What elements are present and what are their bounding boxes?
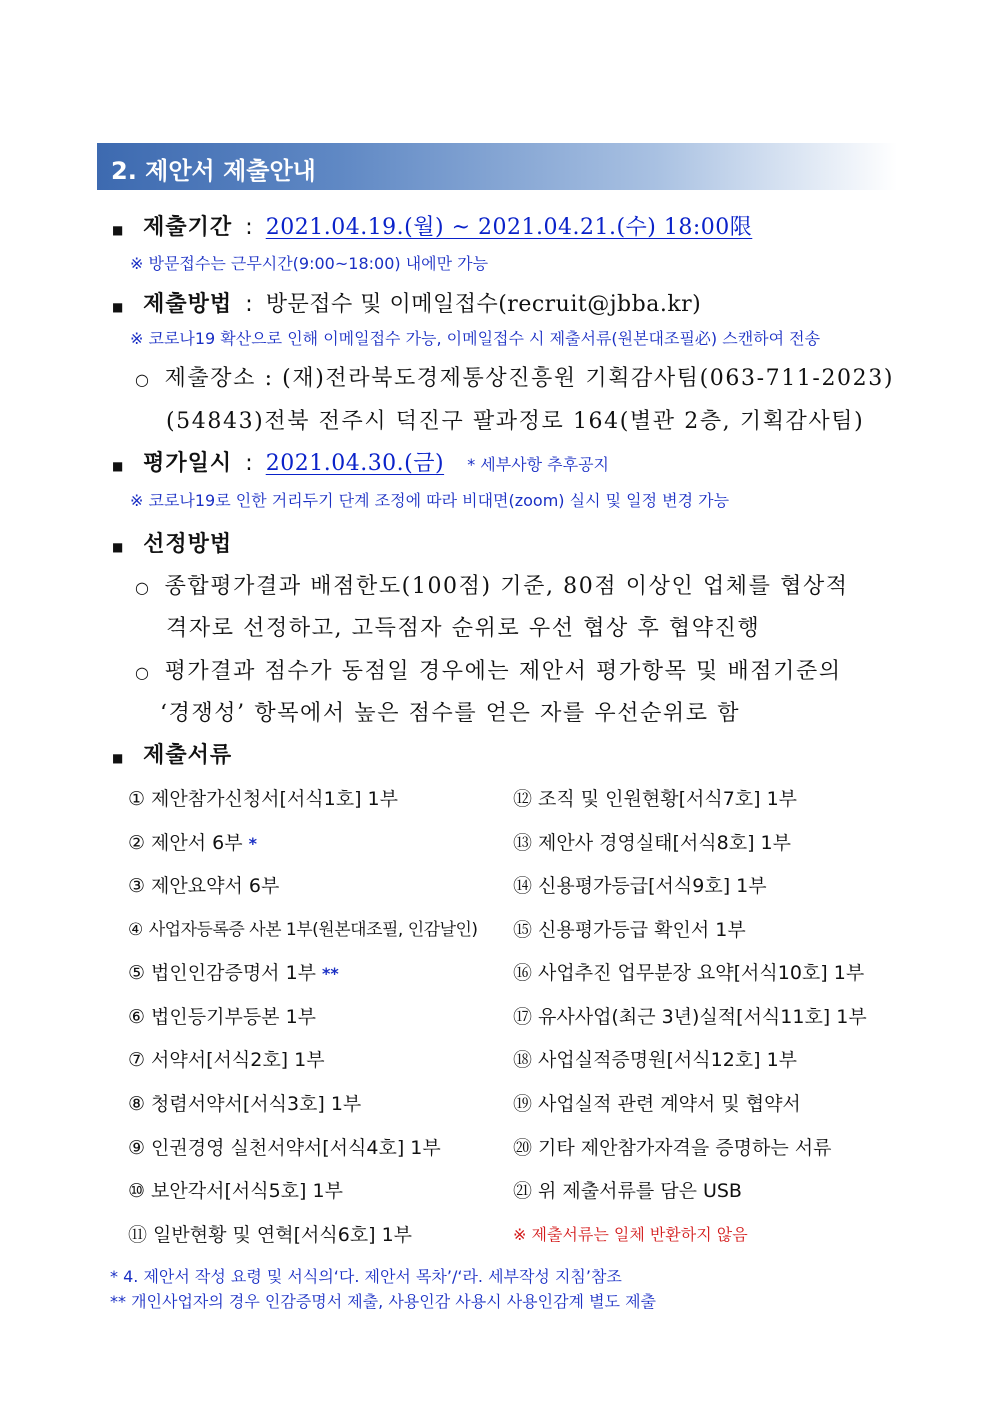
method-value: 방문접수 및 이메일접수(recruit@jbba.kr) (265, 292, 702, 317)
doc-item: ⑰ 유사사업(최근 3년)실적[서식11호] 1부 (513, 1006, 867, 1028)
bullet-icon: ■ (112, 299, 124, 314)
period-row (112, 210, 752, 241)
doc-item: ⑨ 인권경영 실천서약서[서식4호] 1부 (128, 1137, 441, 1159)
selection-item-1-line-2: 격자로 선정하고, 고득점자 순위로 우선 협상 후 협약진행 (166, 616, 761, 641)
selection-row (112, 527, 232, 558)
doc-item: ⑤ 법인인감증명서 1부 ** (128, 962, 339, 984)
footnote-1: * 4. 제안서 작성 요령 및 서식의‘다. 제안서 목차’/‘라. 세부작성 지침’참조 (110, 1267, 622, 1286)
doc-item: ⑪ 일반현황 및 연혁[서식6호] 1부 (128, 1224, 413, 1246)
period-label: 제출기간 (143, 214, 233, 240)
evaluation-value: 2021.04.30.(금) (265, 451, 445, 476)
evaluation-side-note: * 세부사항 추후공지 (467, 455, 610, 474)
bullet-icon: ■ (112, 222, 124, 237)
doc-item: ⑦ 서약서[서식2호] 1부 (128, 1049, 325, 1071)
place-line-2: (54843)전북 전주시 덕진구 팔과정로 164(별관 2층, 기획감사팀) (166, 409, 865, 434)
doc-item: ⑥ 법인등기부등본 1부 (128, 1006, 317, 1028)
selection-item-2 (135, 654, 842, 685)
section-title: 2. 제안서 제출안내 (111, 157, 316, 185)
evaluation-colon: : (245, 451, 253, 476)
method-note: ※ 코로나19 확산으로 인해 이메일접수 가능, 이메일접수 시 제출서류(원본대조필必) 스캔하여 전송 (130, 329, 821, 348)
place-line-1 (135, 361, 894, 392)
period-value: 2021.04.19.(월) ~ 2021.04.21.(수) 18:00限 (265, 215, 753, 240)
method-label: 제출방법 (143, 291, 233, 317)
evaluation-label: 평가일시 (143, 450, 233, 476)
doc-item: ⑯ 사업추진 업무분장 요약[서식10호] 1부 (513, 962, 865, 984)
doc-item: ⑱ 사업실적증명원[서식12호] 1부 (513, 1049, 798, 1071)
bullet-icon: ■ (112, 458, 124, 473)
period-colon: : (245, 215, 253, 240)
doc-item: ⑩ 보안각서[서식5호] 1부 (128, 1180, 343, 1202)
doc-item: ③ 제안요약서 6부 (128, 875, 280, 897)
doc-item: ① 제안참가신청서[서식1호] 1부 (128, 788, 398, 810)
circle-bullet-icon: ○ (135, 663, 151, 682)
doc-item: ㉑ 위 제출서류를 담은 USB (513, 1180, 742, 1202)
selection-item-1-line-1: 종합평가결과 배점한도(100점) 기준, 80점 이상인 업체를 협상적 (164, 574, 849, 599)
method-row (112, 287, 701, 318)
footnote-2: ** 개인사업자의 경우 인감증명서 제출, 사용인감 사용시 사용인감계 별도 제출 (110, 1292, 656, 1311)
period-note: ※ 방문접수는 근무시간(9:00~18:00) 내에만 가능 (130, 254, 489, 273)
section-banner (97, 143, 897, 190)
doc-item: ⑬ 제안사 경영실태[서식8호] 1부 (513, 832, 791, 854)
circle-bullet-icon: ○ (135, 370, 151, 389)
doc-item: ⑳ 기타 제안참가자격을 증명하는 서류 (513, 1137, 832, 1159)
doc-item: ② 제안서 6부 * (128, 832, 257, 854)
evaluation-row (112, 446, 609, 477)
method-colon: : (245, 292, 253, 317)
documents-label: 제출서류 (143, 742, 233, 768)
circle-bullet-icon: ○ (135, 578, 151, 597)
selection-item-2-line-1: 평가결과 점수가 동점일 경우에는 제안서 평가항목 및 배점기준의 (164, 659, 842, 684)
doc-item: ⑫ 조직 및 인원현황[서식7호] 1부 (513, 788, 798, 810)
place-text-1: 제출장소 : (재)전라북도경제통상진흥원 기획감사팀(063-711-2023) (164, 366, 895, 391)
selection-item-2-line-2: ‘경쟁성’ 항목에서 높은 점수를 얻은 자를 우선순위로 함 (160, 701, 741, 726)
doc-item: ⑭ 신용평가등급[서식9호] 1부 (513, 875, 767, 897)
documents-row (112, 738, 232, 769)
doc-item: ⑲ 사업실적 관련 계약서 및 협약서 (513, 1093, 801, 1115)
selection-item-1 (135, 569, 849, 600)
selection-label: 선정방법 (143, 531, 233, 557)
evaluation-note: ※ 코로나19로 인한 거리두기 단계 조정에 따라 비대면(zoom) 실시 및 일정 변경 가능 (130, 491, 730, 510)
return-note: ※ 제출서류는 일체 반환하지 않음 (513, 1225, 748, 1244)
doc-item: ⑮ 신용평가등급 확인서 1부 (513, 919, 746, 941)
bullet-icon: ■ (112, 539, 124, 554)
doc-item: ⑧ 청렴서약서[서식3호] 1부 (128, 1093, 362, 1115)
doc-item: ④ 사업자등록증 사본 1부(원본대조필, 인감날인) (128, 920, 478, 940)
bullet-icon: ■ (112, 750, 124, 765)
